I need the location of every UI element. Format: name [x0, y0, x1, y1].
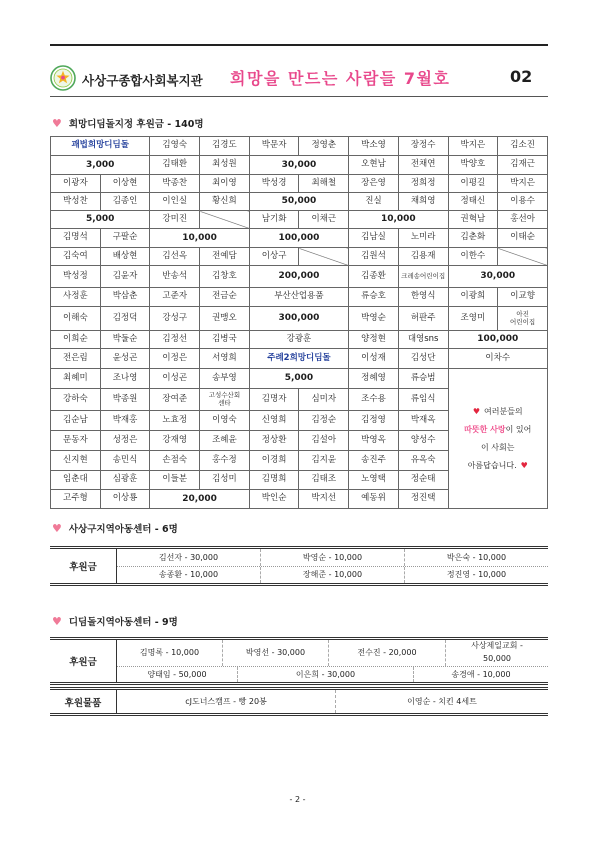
donor-name-cell: 김정순 — [299, 411, 349, 431]
message-text: 이 사회는 — [481, 442, 515, 452]
empty-diagonal-cell — [299, 248, 349, 266]
donor-name-cell: 박소영 — [349, 137, 399, 156]
donor-name-cell: 최해철 — [299, 175, 349, 193]
message-cell — [448, 369, 548, 509]
donor-name-cell: 김명석 — [51, 229, 101, 248]
section-title-sasang-center — [52, 521, 178, 535]
donor-name-cell: 홍수정 — [200, 451, 250, 471]
donor-name-cell: 김태조 — [299, 471, 349, 490]
donor-name-cell: 김정선 — [150, 331, 200, 349]
section-title-text: 희망디딤돌지정 후원금 - 140명 — [68, 119, 204, 130]
donation-entry: 박영선 - 30,000 — [222, 640, 328, 666]
didimdol-center-table — [50, 637, 548, 716]
donation-label: 후원금 — [50, 640, 117, 682]
message-highlight: 따뜻한 사랑 — [464, 424, 506, 434]
donor-name-cell: 진실 — [349, 193, 399, 211]
donor-name-cell: 김명자 — [249, 389, 299, 411]
donation-row — [117, 566, 548, 584]
donor-name-cell: 박지선 — [299, 490, 349, 509]
heart-icon — [473, 407, 480, 416]
donor-name-cell: 송진주 — [349, 451, 399, 471]
donor-name-cell: 심미자 — [299, 389, 349, 411]
amount-cell: 200,000 — [249, 266, 348, 288]
donor-name-cell: 장은영 — [349, 175, 399, 193]
donor-name-cell: 류승범 — [398, 369, 448, 389]
donor-name-cell: 조나영 — [100, 369, 150, 389]
donor-name-cell: 전예담 — [200, 248, 250, 266]
donor-row — [51, 369, 548, 389]
amount-cell: 300,000 — [249, 307, 348, 331]
donor-name-cell: 김성미 — [200, 471, 250, 490]
donor-name-cell: 임춘대 — [51, 471, 101, 490]
donor-name-cell: 김창호 — [200, 266, 250, 288]
donor-name-cell: 류승호 — [349, 288, 399, 307]
donor-name-cell: 김남실 — [349, 229, 399, 248]
donor-name-cell: 강성구 — [150, 307, 200, 331]
donor-name-cell: 박인순 — [249, 490, 299, 509]
donor-name-cell: 노영택 — [349, 471, 399, 490]
donor-name-cell: 류임식 — [398, 389, 448, 411]
donation-entry: 김명록 - 10,000 — [139, 648, 200, 658]
donor-name-cell: 아진 어린이집 — [498, 307, 548, 331]
donor-name-cell: 예동위 — [349, 490, 399, 509]
donor-name-cell: 이성곤 — [150, 369, 200, 389]
amount-cell: 50,000 — [249, 193, 348, 211]
amount-cell: 10,000 — [349, 211, 448, 229]
donor-name-cell: 이상구 — [249, 248, 299, 266]
donor-name-cell: 이평길 — [448, 175, 498, 193]
header-rule — [50, 96, 548, 97]
amount-cell: 20,000 — [150, 490, 249, 509]
hope-donor-table-body — [51, 137, 548, 509]
amount-cell: 30,000 — [249, 156, 348, 175]
message-line — [449, 439, 548, 457]
donation-entry: 김선자 - 30,000 — [158, 552, 219, 562]
donor-name-cell: 김경도 — [200, 137, 250, 156]
donor-name-cell: 김순남 — [51, 411, 101, 431]
amount-cell: 5,000 — [249, 369, 348, 389]
donor-name-cell: 박둘순 — [100, 331, 150, 349]
donation-entry: 송경애 - 10,000 — [413, 667, 548, 682]
goods-entry: cJ도너스캠프 - 빵 20봉 — [185, 697, 267, 706]
donor-name-cell: 이상현 — [100, 175, 150, 193]
issue-title: 희망을 만드는 사람들 7월호 — [230, 69, 451, 88]
donor-name-cell: 배상현 — [100, 248, 150, 266]
donor-row — [51, 156, 548, 175]
donor-name-cell: 정진택 — [398, 490, 448, 509]
donor-name-cell: 이성재 — [349, 349, 399, 369]
donor-name-cell: 대영sns — [398, 331, 448, 349]
donor-name-cell: 조영미 — [448, 307, 498, 331]
donor-name-cell: 장여준 — [150, 389, 200, 411]
donor-name-cell: 양정현 — [349, 331, 399, 349]
donor-name-cell: 조수용 — [349, 389, 399, 411]
donor-name-cell: 정혜영 — [349, 369, 399, 389]
donor-name-cell: 이교향 — [498, 288, 548, 307]
donor-name-cell: 김원석 — [349, 248, 399, 266]
donor-name-cell: 강광훈 — [249, 331, 348, 349]
donor-row — [51, 193, 548, 211]
donor-name-cell: 이한수 — [448, 248, 498, 266]
donor-name-cell: 김춘화 — [448, 229, 498, 248]
donor-row — [51, 211, 548, 229]
donor-name-cell: 박종찬 — [150, 175, 200, 193]
donor-name-cell: 김윤자 — [100, 266, 150, 288]
section-title-text: 사상구지역아동센터 - 6명 — [68, 524, 178, 535]
donor-name-cell: 최혜미 — [51, 369, 101, 389]
donor-name-cell: 박종원 — [100, 389, 150, 411]
donor-name-cell: 노미라 — [398, 229, 448, 248]
amount-cell: 100,000 — [448, 331, 548, 349]
heart-icon — [52, 117, 62, 130]
amount-cell: 30,000 — [448, 266, 548, 288]
donation-row — [117, 549, 548, 566]
donor-name-cell: 신영희 — [249, 411, 299, 431]
donor-name-cell: 문동자 — [51, 431, 101, 451]
donor-name-cell: 전은림 — [51, 349, 101, 369]
donor-name-cell: 전금순 — [200, 288, 250, 307]
donor-name-cell: 정순태 — [398, 471, 448, 490]
section-title-hope-donors — [52, 116, 204, 130]
donor-row — [51, 175, 548, 193]
donor-name-cell: 김숙여 — [51, 248, 101, 266]
donor-name-cell: 김명희 — [249, 471, 299, 490]
donation-grid — [117, 640, 548, 682]
goods-row — [117, 690, 548, 713]
goods-entry: 이영순 - 치킨 4세트 — [335, 690, 548, 713]
donation-block — [50, 637, 548, 685]
donation-label: 후원금 — [50, 549, 117, 583]
donor-name-cell: 한영식 — [398, 288, 448, 307]
donor-name-cell: 김병국 — [200, 331, 250, 349]
donor-name-cell: 박재옥 — [398, 411, 448, 431]
donor-name-cell: 박재홍 — [100, 411, 150, 431]
donor-name-cell: 정영춘 — [299, 137, 349, 156]
donor-name-cell: 김정영 — [349, 411, 399, 431]
donor-name-cell: 박문자 — [249, 137, 299, 156]
goods-block — [50, 687, 548, 716]
donor-name-cell: 박삼춘 — [100, 288, 150, 307]
donor-row — [51, 137, 548, 156]
donor-name-cell: 이광희 — [448, 288, 498, 307]
donor-name-cell: 김용재 — [398, 248, 448, 266]
section-title-text: 디딤돌지역아동센터 - 9명 — [68, 617, 178, 628]
donation-entry: 이은희 - 30,000 — [237, 667, 413, 682]
donor-name-cell: 홍선아 — [498, 211, 548, 229]
donation-entry: 양태임 - 50,000 — [147, 669, 207, 679]
donor-name-cell: 김태환 — [150, 156, 200, 175]
donor-row — [51, 266, 548, 288]
donor-name-cell: 유옥숙 — [398, 451, 448, 471]
donation-entry: 박은숙 - 10,000 — [404, 549, 548, 566]
donor-name-cell: 남기화 — [249, 211, 299, 229]
group-name-cell: 괘법희망디딤돌 — [51, 137, 150, 156]
donor-name-cell: 반송석 — [150, 266, 200, 288]
donor-name-cell: 이채근 — [299, 211, 349, 229]
donor-name-cell: 고성수산회센타 — [200, 389, 250, 411]
donor-name-cell: 강하숙 — [51, 389, 101, 411]
empty-diagonal-cell — [200, 211, 250, 229]
donor-name-cell: 최성원 — [200, 156, 250, 175]
donor-name-cell: 이경희 — [249, 451, 299, 471]
donor-name-cell: 박지은 — [498, 175, 548, 193]
donor-name-cell: 강재영 — [150, 431, 200, 451]
donor-name-cell: 이상룡 — [100, 490, 150, 509]
donor-name-cell: 고주형 — [51, 490, 101, 509]
donor-name-cell: 노효정 — [150, 411, 200, 431]
amount-cell: 3,000 — [51, 156, 150, 175]
donor-name-cell: 김정덕 — [100, 307, 150, 331]
donor-name-cell: 허판주 — [398, 307, 448, 331]
message-text: 여러분들의 — [484, 406, 523, 416]
donor-name-cell: 이광자 — [51, 175, 101, 193]
donor-name-cell: 손점숙 — [150, 451, 200, 471]
donor-name-cell: 성정은 — [100, 431, 150, 451]
donor-name-cell: 이정은 — [150, 349, 200, 369]
donor-name-cell: 김영숙 — [150, 137, 200, 156]
donor-name-cell: 송민식 — [100, 451, 150, 471]
donor-row — [51, 248, 548, 266]
donor-name-cell: 김지윤 — [299, 451, 349, 471]
heart-icon — [52, 615, 62, 628]
donation-grid — [117, 549, 548, 583]
donation-entry: 전수진 - 20,000 — [328, 640, 445, 666]
donor-name-cell: 심광훈 — [100, 471, 150, 490]
donor-name-cell: 고준자 — [150, 288, 200, 307]
donor-name-cell: 김성단 — [398, 349, 448, 369]
donor-name-cell: 이차수 — [448, 349, 548, 369]
donor-name-cell: 정희정 — [398, 175, 448, 193]
donation-entry: 박영순 - 10,000 — [260, 549, 404, 566]
donor-name-cell: 김선옥 — [150, 248, 200, 266]
donor-name-cell: 오현남 — [349, 156, 399, 175]
donor-name-cell: 양성수 — [398, 431, 448, 451]
donor-name-cell: 신지현 — [51, 451, 101, 471]
donation-row — [117, 640, 548, 666]
page-number: 02 — [510, 67, 533, 86]
donor-name-cell: 이용수 — [498, 193, 548, 211]
donor-name-cell: 윤성곤 — [100, 349, 150, 369]
welfare-center-logo — [50, 65, 76, 91]
donor-name-cell: 김소진 — [498, 137, 548, 156]
donor-name-cell: 크레송어린이집 — [398, 266, 448, 288]
donor-name-cell: 박성경 — [249, 175, 299, 193]
donor-name-cell: 이태순 — [498, 229, 548, 248]
donor-row — [51, 229, 548, 248]
empty-diagonal-cell — [498, 248, 548, 266]
donor-name-cell: 구팔순 — [100, 229, 150, 248]
hope-donor-table — [50, 136, 548, 509]
message-text: 아름답습니다. — [467, 460, 517, 470]
donation-row — [117, 666, 548, 682]
donor-name-cell: 박성찬 — [51, 193, 101, 211]
heart-icon — [52, 522, 62, 535]
goods-grid — [117, 690, 548, 713]
donor-name-cell: 김재근 — [498, 156, 548, 175]
donor-name-cell: 김종인 — [100, 193, 150, 211]
sasang-center-donation-table — [50, 546, 548, 586]
donation-entry: 장해준 - 10,000 — [260, 567, 404, 584]
heart-icon — [521, 461, 528, 470]
donor-name-cell: 황신희 — [200, 193, 250, 211]
donor-name-cell: 김종환 — [349, 266, 399, 288]
message-line — [449, 421, 548, 439]
top-rule — [50, 44, 548, 46]
donor-name-cell: 이들분 — [150, 471, 200, 490]
donor-name-cell: 이인실 — [150, 193, 200, 211]
donor-name-cell: 부산산업용품 — [249, 288, 348, 307]
donation-entry: 사상제일교회 - 50,000 — [445, 640, 548, 666]
donor-name-cell: 박영순 — [349, 307, 399, 331]
donor-name-cell: 권맹오 — [200, 307, 250, 331]
amount-cell: 100,000 — [249, 229, 348, 248]
message-line — [449, 403, 548, 421]
section-title-didimdol-center — [52, 614, 178, 628]
donor-row — [51, 307, 548, 331]
donor-name-cell: 사정훈 — [51, 288, 101, 307]
goods-label: 후원물품 — [50, 690, 117, 713]
donor-name-cell: 채희영 — [398, 193, 448, 211]
donor-name-cell: 강미진 — [150, 211, 200, 229]
donor-name-cell: 이영숙 — [200, 411, 250, 431]
donor-name-cell: 박영옥 — [349, 431, 399, 451]
donor-name-cell: 김설아 — [299, 431, 349, 451]
donation-entry: 송종환 - 10,000 — [158, 570, 219, 580]
donor-row — [51, 331, 548, 349]
amount-cell: 10,000 — [150, 229, 249, 248]
donor-name-cell: 전채연 — [398, 156, 448, 175]
donor-name-cell: 서영희 — [200, 349, 250, 369]
message-line — [449, 457, 548, 475]
donor-name-cell: 권혁남 — [448, 211, 498, 229]
organization-name: 사상구종합사회복지관 — [82, 73, 203, 88]
donor-name-cell: 장정수 — [398, 137, 448, 156]
donor-name-cell: 정태신 — [448, 193, 498, 211]
group-name-cell: 주례2희망디딤돌 — [249, 349, 348, 369]
amount-cell: 5,000 — [51, 211, 150, 229]
page-header — [50, 62, 548, 94]
donor-row — [51, 288, 548, 307]
donor-name-cell: 이해숙 — [51, 307, 101, 331]
donor-name-cell: 조혜윤 — [200, 431, 250, 451]
message-text: 이 있어 — [505, 424, 532, 434]
page-footer-number: - 2 - — [289, 795, 306, 804]
donation-entry: 정진영 - 10,000 — [404, 567, 548, 584]
donor-name-cell: 송부영 — [200, 369, 250, 389]
donor-name-cell: 박양호 — [448, 156, 498, 175]
donor-row — [51, 349, 548, 369]
donor-name-cell: 최이영 — [200, 175, 250, 193]
donor-name-cell: 이희순 — [51, 331, 101, 349]
donor-name-cell: 정상환 — [249, 431, 299, 451]
donor-name-cell: 박성정 — [51, 266, 101, 288]
donor-name-cell: 박지은 — [448, 137, 498, 156]
